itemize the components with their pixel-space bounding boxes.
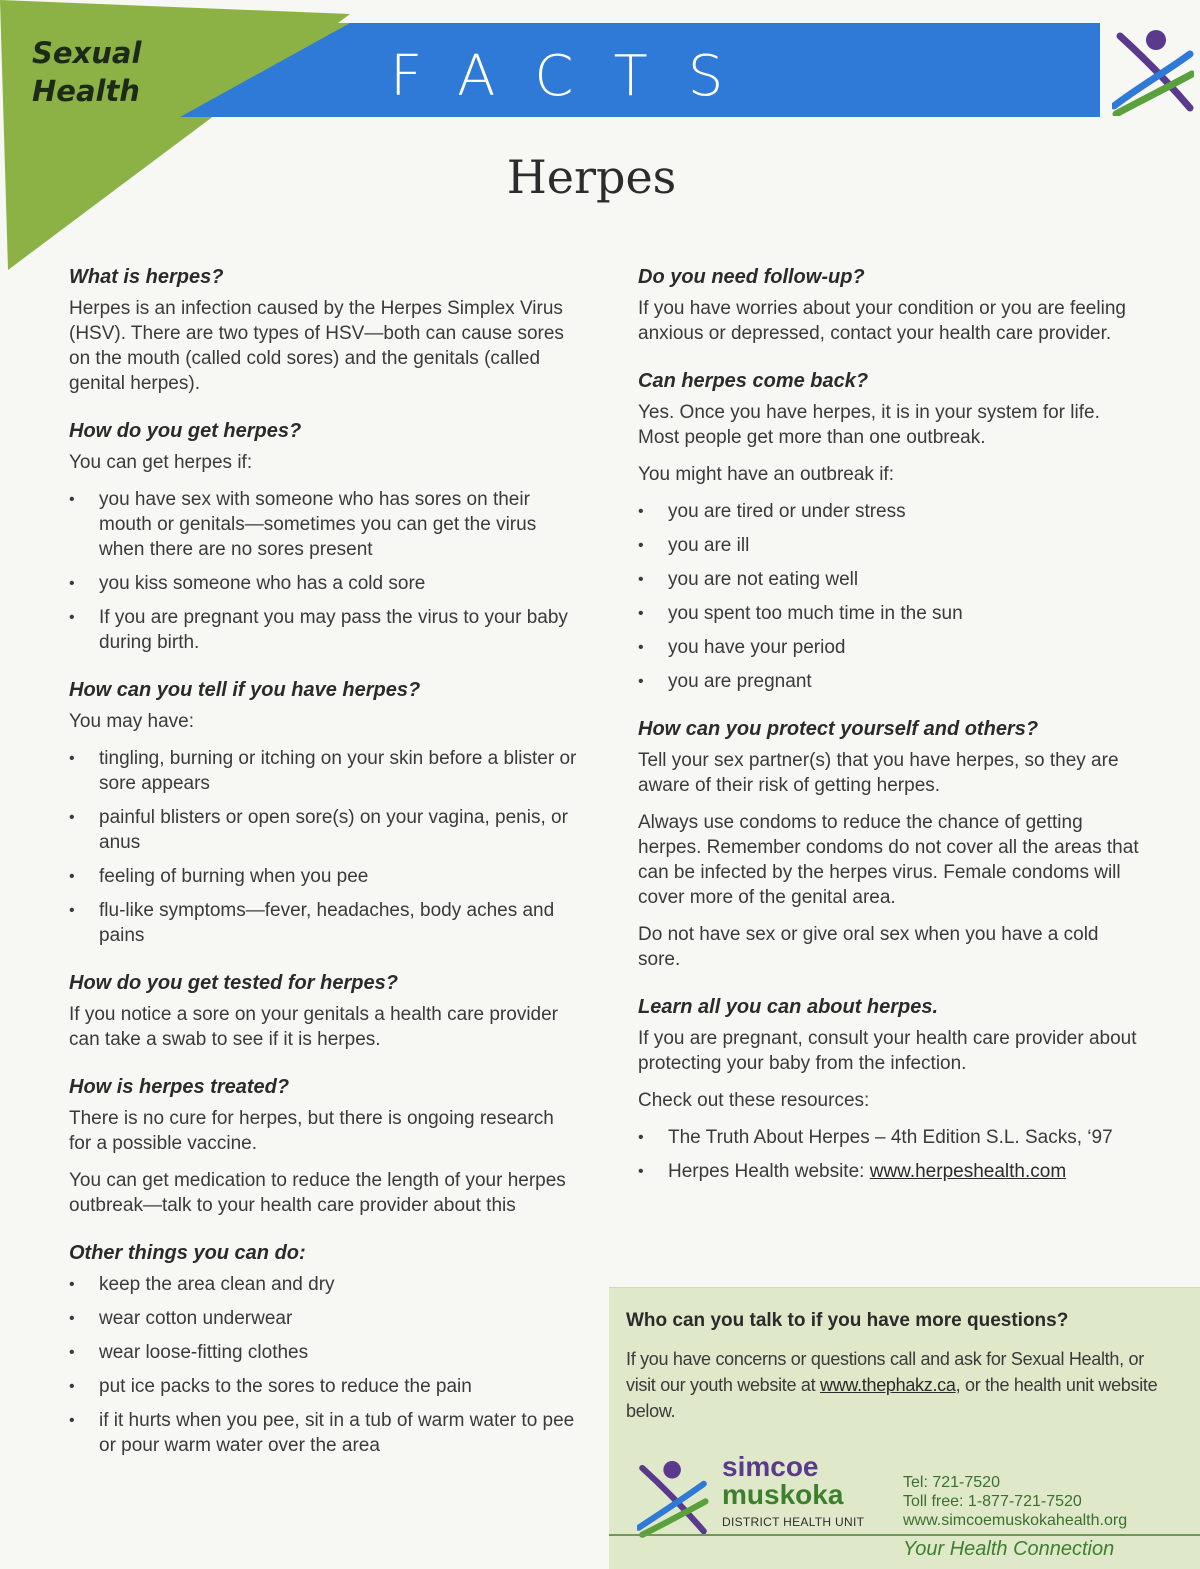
list-item: • painful blisters or open sore(s) on your vagina, penis, or anus: [69, 805, 579, 855]
list-item: • if it hurts when you pee, sit in a tub of warm water to pee or pour warm water over the area: [69, 1408, 579, 1458]
health-unit-logo-icon: [637, 1456, 709, 1538]
section-what-is-herpes: [69, 264, 579, 396]
list-item: • wear loose-fitting clothes: [69, 1340, 579, 1365]
section-heading: Do you need follow-up?: [638, 266, 865, 288]
bullet-list: [69, 1272, 579, 1458]
section-body: There is no cure for herpes, but there is ongoing research for a possible vaccine.: [69, 1108, 554, 1154]
section-body: If you are pregnant, consult your health care provider about protecting your baby from the infection.: [638, 1028, 1137, 1074]
list-item: • you are pregnant: [638, 669, 1143, 694]
list-item: • flu-like symptoms—fever, headaches, body aches and pains: [69, 898, 579, 948]
section-how-tell: [69, 677, 579, 948]
list-item: • you are not eating well: [638, 567, 1143, 592]
list-item: • you have your period: [638, 635, 1143, 660]
page-title: Herpes: [506, 150, 677, 204]
contact-callout: [609, 1287, 1200, 1569]
right-column: [638, 264, 1143, 1206]
badge-line1: Sexual: [32, 36, 142, 70]
callout-body-suffix: , or the health unit website below.: [626, 1375, 1158, 1421]
section-learn: [638, 994, 1143, 1184]
callout-body: [626, 1346, 1176, 1424]
list-item: • The Truth About Herpes – 4th Edition S.L. Sacks, ‘97: [638, 1125, 1143, 1150]
sexual-health-badge: [32, 34, 141, 110]
section-heading: What is herpes?: [69, 266, 224, 288]
section-how-get-herpes: [69, 418, 579, 655]
section-how-tested: [69, 970, 579, 1052]
section-body: If you notice a sore on your genitals a health care provider can take a swab to see if it is herpes.: [69, 1004, 559, 1050]
org-wordmark: [722, 1453, 843, 1509]
bullet-list: [638, 499, 1143, 694]
section-intro: You might have an outbreak if:: [638, 464, 894, 485]
list-item: • tingling, burning or itching on your skin before a blister or sore appears: [69, 746, 579, 796]
banner-fold-triangle: [180, 23, 350, 117]
org-name-line1: simcoe: [722, 1451, 819, 1482]
list-item: • put ice packs to the sores to reduce the pain: [69, 1374, 579, 1399]
youth-website-link[interactable]: www.thephakz.ca: [820, 1375, 956, 1395]
org-name-line2: muskoka: [722, 1479, 844, 1510]
list-item: • you have sex with someone who has sores on their mouth or genitals—sometimes you can get the virus when there are no sores present: [69, 487, 579, 562]
section-protect: [638, 716, 1143, 972]
section-heading: How do you get tested for herpes?: [69, 972, 398, 994]
section-heading: Other things you can do:: [69, 1242, 306, 1264]
badge-line2: Health: [32, 74, 140, 108]
list-item: • you kiss someone who has a cold sore: [69, 571, 579, 596]
list-item: • you are ill: [638, 533, 1143, 558]
contact-website[interactable]: www.simcoemuskokahealth.org: [903, 1512, 1128, 1529]
item-prefix: Herpes Health website:: [668, 1161, 870, 1182]
section-heading: How do you get herpes?: [69, 420, 302, 442]
banner-text: FACTS: [390, 44, 764, 109]
section-other-things: [69, 1240, 579, 1458]
contact-tollfree: Toll free: 1-877-721-7520: [903, 1493, 1082, 1510]
section-follow-up: [638, 264, 1143, 346]
org-unit-label: DISTRICT HEALTH UNIT: [722, 1515, 865, 1529]
herpes-health-link[interactable]: www.herpeshealth.com: [869, 1161, 1067, 1182]
section-body: Tell your sex partner(s) that you have herpes, so they are aware of their risk of getting herpes.: [638, 750, 1119, 796]
list-item: [638, 1159, 1143, 1184]
section-heading: How is herpes treated?: [69, 1076, 290, 1098]
list-item: • keep the area clean and dry: [69, 1272, 579, 1297]
bullet-list: [69, 487, 579, 655]
contact-tel: Tel: 721-7520: [903, 1474, 1000, 1491]
section-how-treated: [69, 1074, 579, 1218]
list-item: • wear cotton underwear: [69, 1306, 579, 1331]
section-come-back: [638, 368, 1143, 694]
section-intro: You may have:: [69, 711, 194, 732]
section-body: Do not have sex or give oral sex when you have a cold sore.: [638, 924, 1099, 970]
section-heading: How can you tell if you have herpes?: [69, 679, 421, 701]
section-heading: How can you protect yourself and others?: [638, 718, 1039, 740]
callout-body-prefix: If you have concerns or questions call and ask for Sexual Health, or visit our youth website at: [626, 1349, 1144, 1395]
bullet-list: [69, 746, 579, 948]
contact-info: [903, 1473, 1127, 1530]
list-item: • you are tired or under stress: [638, 499, 1143, 524]
section-body: If you have worries about your condition or you are feeling anxious or depressed, contact your health care provider.: [638, 298, 1126, 344]
list-item: • If you are pregnant you may pass the virus to your baby during birth.: [69, 605, 579, 655]
list-item: • feeling of burning when you pee: [69, 864, 579, 889]
list-item: • you spent too much time in the sun: [638, 601, 1143, 626]
section-body: Yes. Once you have herpes, it is in your system for life. Most people get more than one outbreak.: [638, 402, 1100, 448]
health-unit-logo-icon: [1112, 26, 1194, 116]
section-intro: You can get herpes if:: [69, 452, 253, 473]
section-body: You can get medication to reduce the length of your herpes outbreak—talk to your health care provider about this: [69, 1170, 566, 1216]
tagline: Your Health Connection: [903, 1538, 1115, 1560]
left-column: [69, 264, 579, 1480]
callout-heading: Who can you talk to if you have more questions?: [626, 1310, 1069, 1331]
bullet-list: [638, 1125, 1143, 1184]
callout-divider: [609, 1534, 1200, 1536]
section-body: Check out these resources:: [638, 1090, 870, 1111]
section-body: Herpes is an infection caused by the Herpes Simplex Virus (HSV). There are two types of HSV—both can cause sores on the mouth (called cold sores) and the genitals (called genital herpes).: [69, 298, 564, 394]
section-heading: Learn all you can about herpes.: [638, 996, 939, 1018]
section-body: Always use condoms to reduce the chance of getting herpes. Remember condoms do not cover all the areas that can be infected by the herpes virus. Female condoms will cover more of the genital area.: [638, 812, 1139, 908]
section-heading: Can herpes come back?: [638, 370, 869, 392]
